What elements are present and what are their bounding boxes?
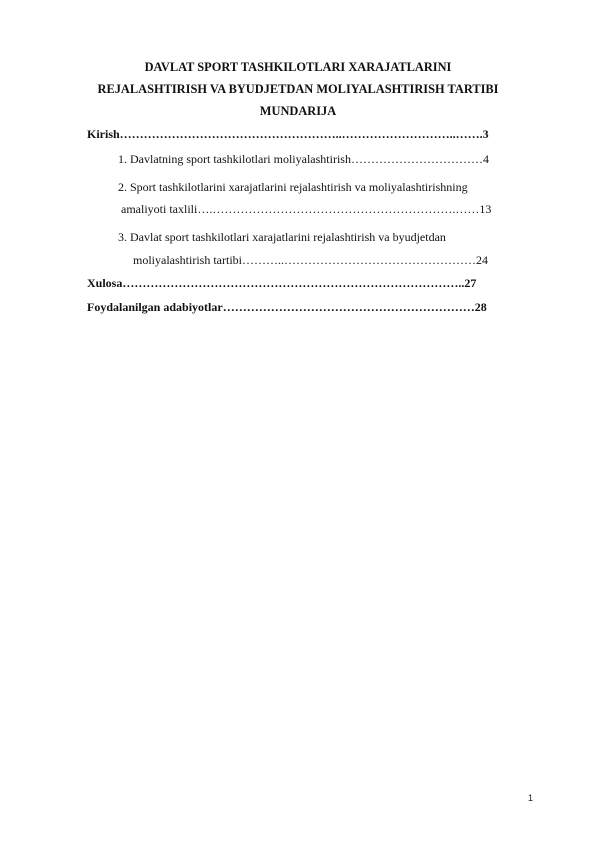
toc-entry-adabiyotlar: Foydalanilgan adabiyotlar………………………………………………………28	[87, 300, 487, 314]
toc-entry-kirish: Kirish………………………………………………..………………………..…….3	[87, 127, 489, 141]
toc-entry-3-line-2: moliyalashtirish tartibi………..…………………………………………24	[133, 253, 488, 267]
page-number: 1	[528, 793, 534, 803]
toc-entry-2-line-1: 2. Sport tashkilotlarini xarajatlarini rejalashtirish va moliyalashtirishning	[118, 180, 468, 194]
title-line-2: REJALASHTIRISH VA BYUDJETDAN MOLIYALASHTIRISH TARTIBI	[97, 82, 499, 96]
contents-heading: MUNDARIJA	[259, 104, 337, 118]
toc-entry-2-line-2: amaliyoti taxlili….…………………………………………………….……13	[121, 202, 492, 216]
toc-entry-xulosa: Xulosa…………………………………………………………………………..27	[87, 276, 477, 290]
title-line-1: DAVLAT SPORT TASHKILOTLARI XARAJATLARINI	[144, 60, 452, 74]
toc-entry-3-line-1: 3. Davlat sport tashkilotlari xarajatlarini rejalashtirish va byudjetdan	[118, 230, 446, 244]
toc-entry-1: 1. Davlatning sport tashkilotlari moliyalashtirish……………………………4	[118, 152, 489, 166]
